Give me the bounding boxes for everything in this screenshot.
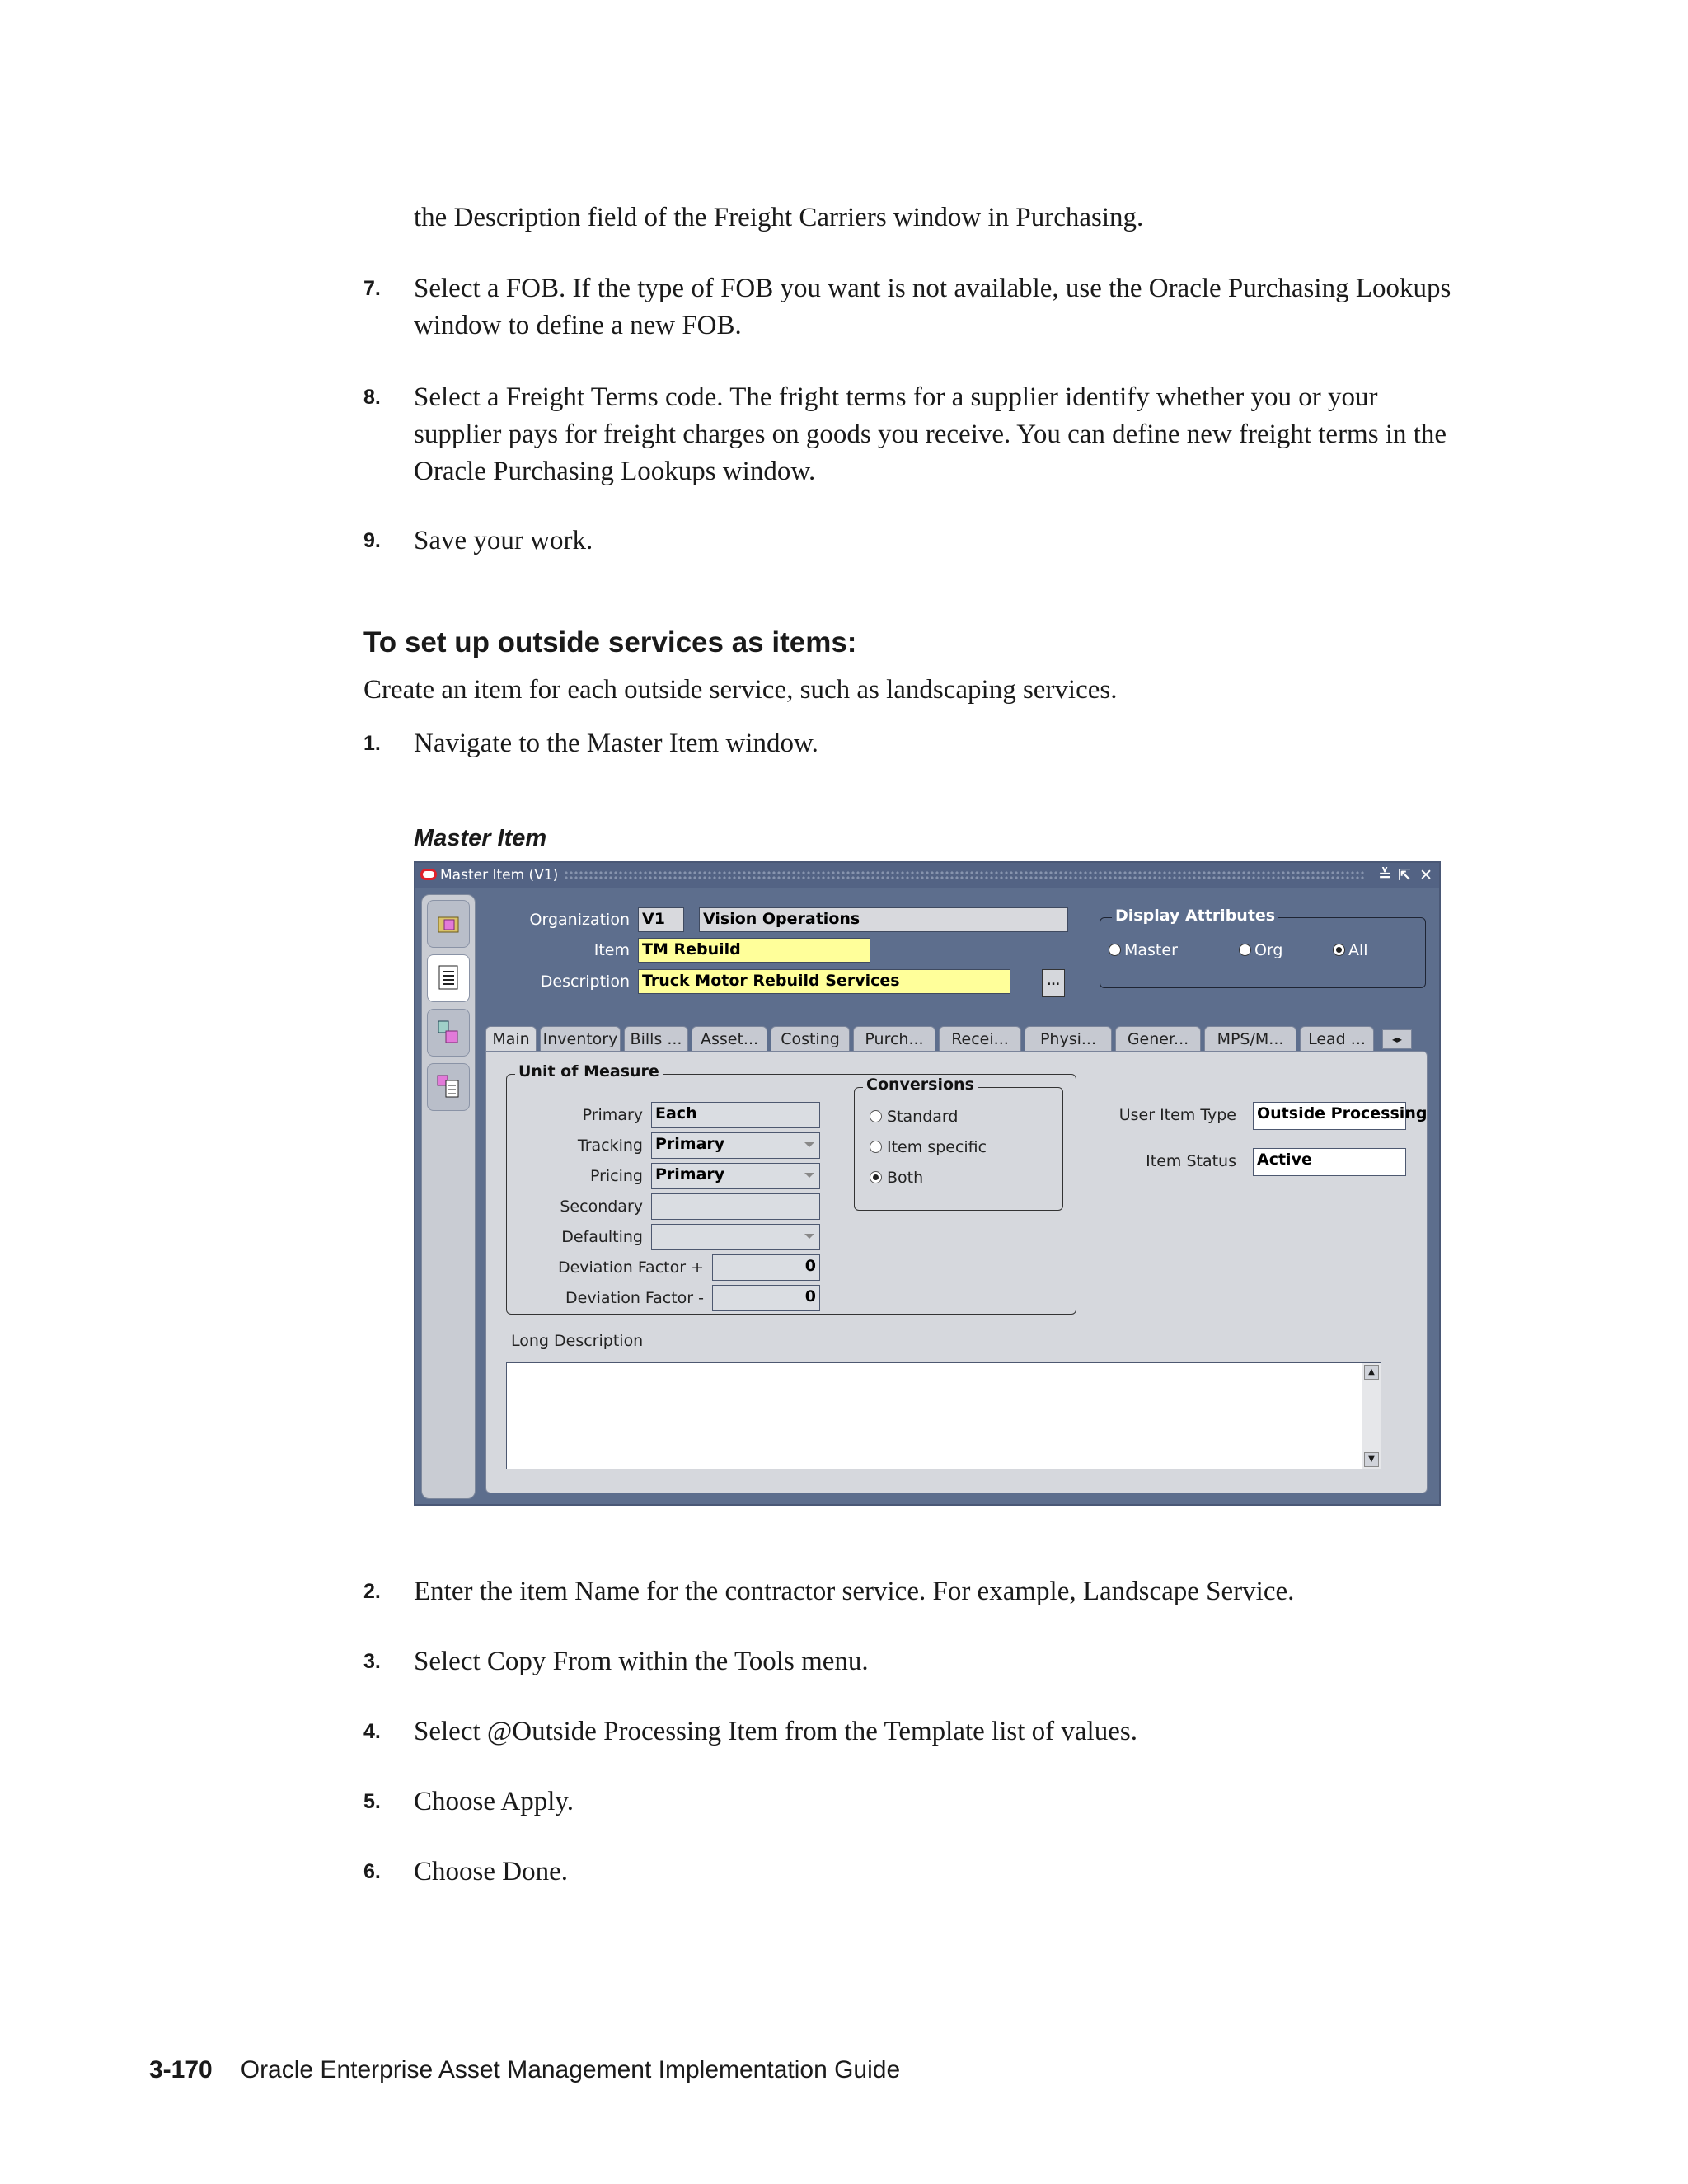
item-status-field[interactable]: Active xyxy=(1253,1148,1406,1176)
master-item-window xyxy=(414,861,1441,1506)
step-number: 8. xyxy=(363,386,381,409)
display-attributes-title: Display Attributes xyxy=(1112,907,1278,925)
categories-icon[interactable] xyxy=(427,1063,470,1111)
step-number: 6. xyxy=(363,1860,381,1883)
close-icon[interactable]: ✕ xyxy=(1419,866,1432,884)
radio-standard[interactable]: Standard xyxy=(870,1108,958,1126)
organization-code-field[interactable]: V1 xyxy=(638,907,684,932)
pricing-select[interactable]: Primary xyxy=(651,1163,820,1189)
organization-label: Organization xyxy=(529,911,630,929)
step-number: 5. xyxy=(363,1790,381,1813)
tab-receiving[interactable]: Recei... xyxy=(939,1026,1021,1051)
tab-physical[interactable]: Physi... xyxy=(1025,1026,1112,1051)
user-item-type-label: User Item Type xyxy=(1118,1106,1236,1124)
display-attributes-group xyxy=(1100,907,1426,988)
secondary-field[interactable] xyxy=(651,1193,820,1220)
step-number: 3. xyxy=(363,1650,381,1673)
deviation-minus-label: Deviation Factor - xyxy=(565,1289,704,1307)
tab-purchasing[interactable]: Purch... xyxy=(853,1026,935,1051)
organization-assign-icon[interactable] xyxy=(427,1009,470,1057)
step-text: Navigate to the Master Item window. xyxy=(414,729,818,758)
step-text: Enter the item Name for the contractor service. For example, Landscape Service. xyxy=(414,1577,1295,1606)
item-field[interactable]: TM Rebuild xyxy=(638,938,870,963)
continuation-text: the Description field of the Freight Carriers window in Purchasing. xyxy=(414,203,1144,232)
window-titlebar xyxy=(415,863,1439,888)
primary-label: Primary xyxy=(582,1106,643,1124)
pricing-label: Pricing xyxy=(589,1167,643,1185)
radio-org[interactable]: Org xyxy=(1239,941,1283,959)
navigator-toolbar xyxy=(421,894,476,1499)
step-number: 9. xyxy=(363,529,381,552)
conversions-title: Conversions xyxy=(863,1076,978,1094)
page-footer xyxy=(149,2056,900,2084)
uom-title: Unit of Measure xyxy=(515,1062,663,1080)
radio-both[interactable]: Both xyxy=(870,1169,923,1187)
defaulting-label: Defaulting xyxy=(561,1228,643,1246)
scroll-down-icon[interactable]: ▼ xyxy=(1364,1452,1379,1467)
section-heading: To set up outside services as items: xyxy=(363,626,857,658)
tab-bills[interactable]: Bills ... xyxy=(624,1026,688,1051)
long-description-scrollbar[interactable] xyxy=(1362,1363,1381,1469)
conversions-group xyxy=(854,1076,1063,1211)
deviation-plus-field[interactable]: 0 xyxy=(712,1254,820,1281)
tracking-label: Tracking xyxy=(577,1137,643,1155)
deviation-plus-label: Deviation Factor + xyxy=(557,1258,704,1277)
tab-asset[interactable]: Asset... xyxy=(692,1026,767,1051)
defaulting-select[interactable] xyxy=(651,1224,820,1250)
tab-main[interactable]: Main xyxy=(485,1026,537,1052)
description-field[interactable]: Truck Motor Rebuild Services xyxy=(638,969,1010,994)
tab-lead-times[interactable]: Lead ... xyxy=(1300,1026,1374,1051)
minimize-icon[interactable]: ≚ xyxy=(1378,866,1391,884)
step-text: Select a Freight Terms code. The fright terms for a supplier identify whether you or your supplier pays for freight charges on goods you receive. You can define new freight terms in the Oracle Purchasing Lookups window. xyxy=(414,382,1447,486)
tab-scroll-icon[interactable]: ◂▸ xyxy=(1382,1029,1412,1049)
maximize-icon[interactable]: ⇱ xyxy=(1398,866,1411,884)
radio-all[interactable]: All xyxy=(1333,941,1368,959)
secondary-label: Secondary xyxy=(560,1197,643,1216)
deviation-minus-field[interactable]: 0 xyxy=(712,1285,820,1311)
main-tab-panel xyxy=(485,1051,1428,1493)
item-label: Item xyxy=(593,941,630,959)
description-label: Description xyxy=(540,972,630,991)
long-description-label: Long Description xyxy=(511,1332,644,1350)
step-text: Save your work. xyxy=(414,526,593,555)
tracking-select[interactable]: Primary xyxy=(651,1132,820,1159)
primary-uom-field[interactable]: Each xyxy=(651,1102,820,1128)
step-number: 7. xyxy=(363,277,381,300)
section-intro: Create an item for each outside service, such as landscaping services. xyxy=(363,675,1118,705)
folder-icon[interactable] xyxy=(427,900,470,948)
tab-general[interactable]: Gener... xyxy=(1115,1026,1201,1051)
list-icon[interactable] xyxy=(427,954,470,1002)
scroll-up-icon[interactable]: ▲ xyxy=(1364,1365,1379,1380)
step-number: 4. xyxy=(363,1720,381,1743)
step-text: Choose Apply. xyxy=(414,1787,574,1816)
titlebar-texture xyxy=(564,870,1365,880)
long-description-field[interactable] xyxy=(506,1362,1381,1469)
radio-item-specific[interactable]: Item specific xyxy=(870,1138,987,1156)
tab-costing[interactable]: Costing xyxy=(771,1026,850,1051)
item-status-label: Item Status xyxy=(1146,1152,1236,1170)
window-title: Master Item (V1) xyxy=(440,867,559,883)
step-text: Select a FOB. If the type of FOB you want is not available, use the Oracle Purchasing Lookups window to define a new FOB. xyxy=(414,274,1451,340)
description-edit-button[interactable]: ... xyxy=(1042,969,1065,997)
page-number: 3-170 xyxy=(149,2056,213,2083)
radio-master[interactable]: Master xyxy=(1109,941,1178,959)
step-text: Select @Outside Processing Item from the Template list of values. xyxy=(414,1717,1137,1746)
step-number: 2. xyxy=(363,1580,381,1603)
guide-title: Oracle Enterprise Asset Management Implementation Guide xyxy=(240,2056,901,2083)
tab-mps-mrp[interactable]: MPS/M... xyxy=(1204,1026,1296,1051)
organization-name-field[interactable]: Vision Operations xyxy=(699,907,1068,932)
oracle-logo-icon xyxy=(420,869,437,880)
step-number: 1. xyxy=(363,732,381,755)
user-item-type-field[interactable]: Outside Processing xyxy=(1253,1102,1406,1130)
figure-caption: Master Item xyxy=(414,825,547,851)
step-text: Select Copy From within the Tools menu. xyxy=(414,1647,869,1676)
tab-inventory[interactable]: Inventory xyxy=(540,1026,621,1051)
step-text: Choose Done. xyxy=(414,1857,568,1886)
